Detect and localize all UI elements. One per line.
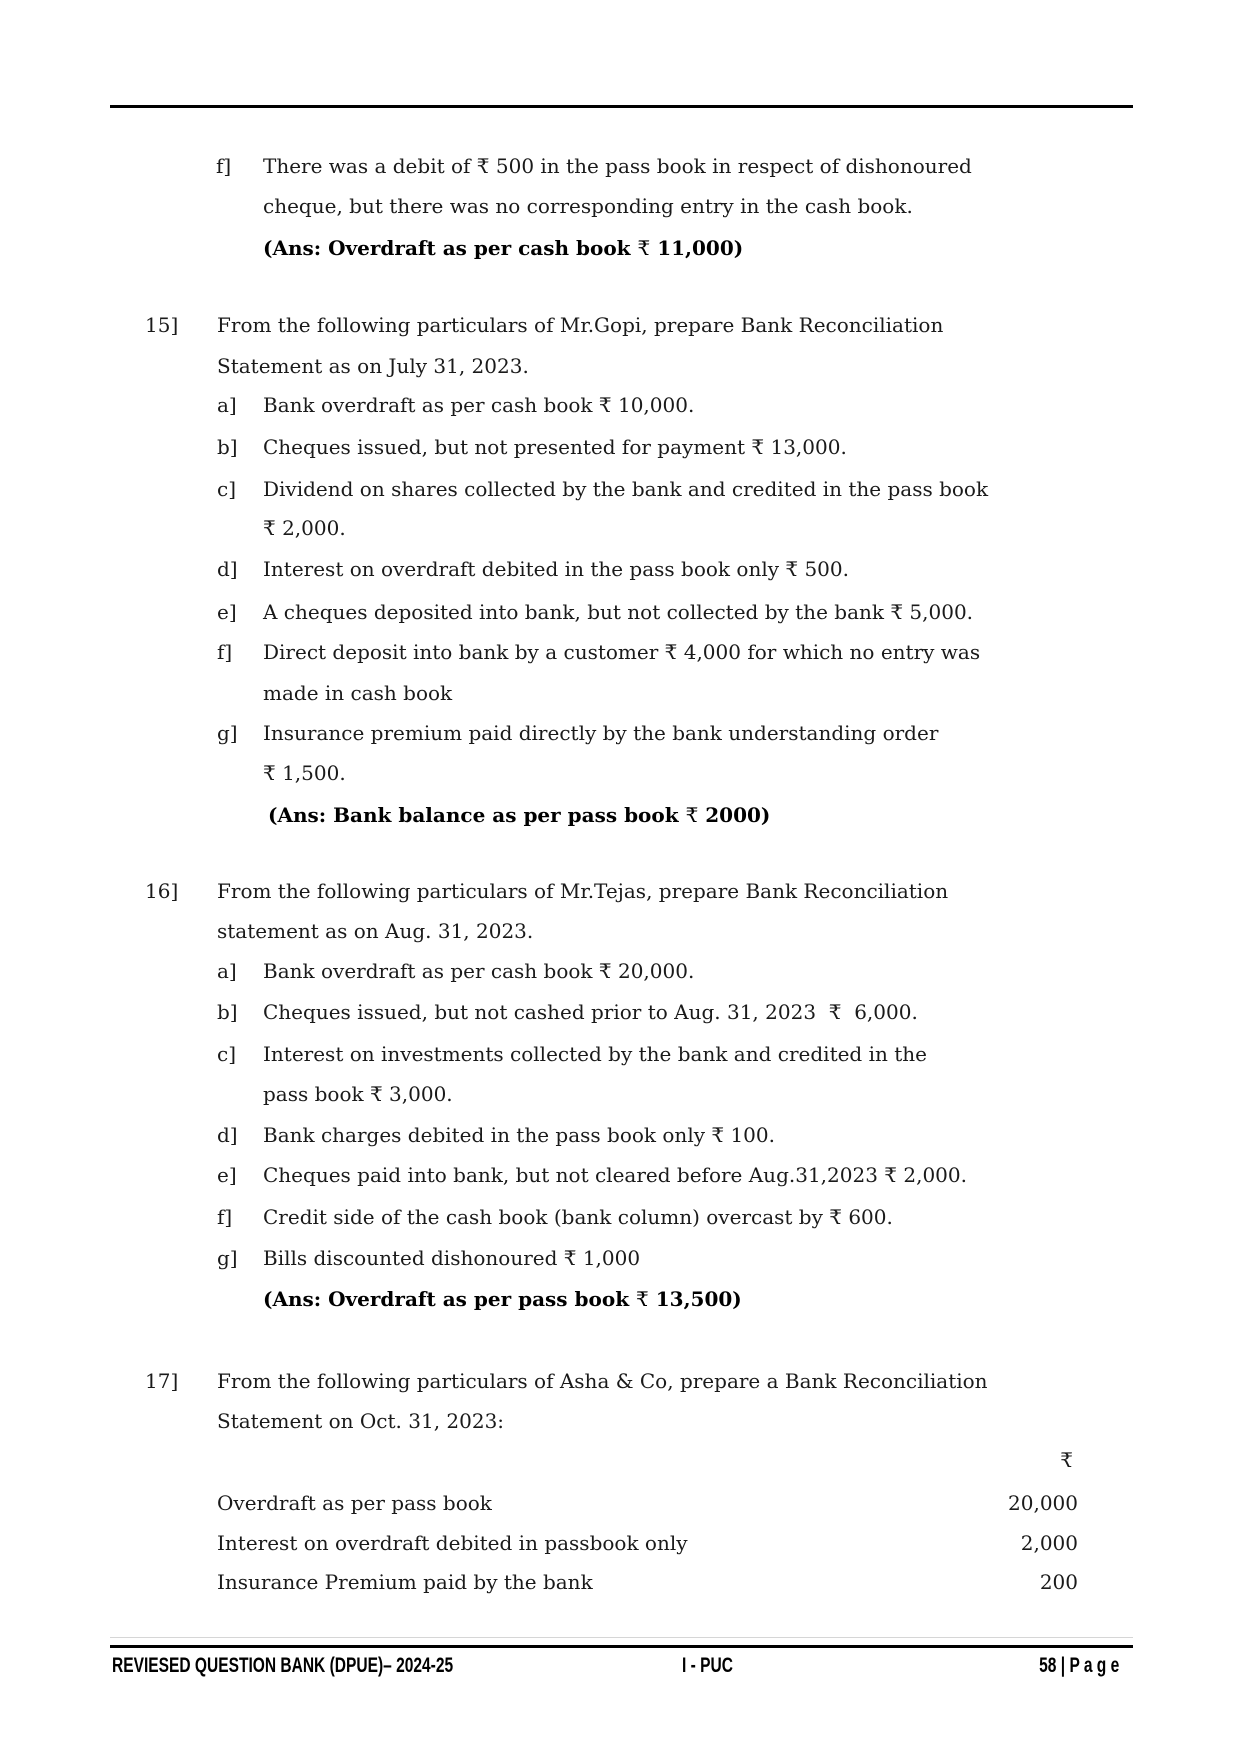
question-number: 16] [145, 879, 179, 903]
item-label: e] [217, 1163, 237, 1187]
page-number [1039, 1654, 1119, 1678]
item-text: Cheques paid into bank, but not cleared before Aug.31,2023 ₹ 2,000. [263, 1163, 967, 1187]
table-row-particular: Insurance Premium paid by the bank [217, 1570, 593, 1594]
item-label: d] [217, 1123, 238, 1147]
answer-text: (Ans: Bank balance as per pass book [268, 803, 686, 827]
item-text: Interest on investments collected by the bank and credited in the [263, 1042, 927, 1066]
answer-line [263, 236, 743, 260]
item-text: Direct deposit into bank by a customer ₹ 4,000 for which no entry was [263, 640, 981, 664]
rupee-icon: ₹ [636, 1287, 649, 1311]
item-label: b] [217, 1000, 238, 1024]
footer-title: REVIESED QUESTION BANK (DPUE)– 2024-25 [112, 1654, 454, 1677]
item-label: e] [217, 600, 237, 624]
table-row-particular: Interest on overdraft debited in passbook only [217, 1531, 688, 1555]
currency-column-header: ₹ [1060, 1448, 1073, 1472]
question-number: 17] [145, 1369, 179, 1393]
answer-text: (Ans: Overdraft as per pass book [263, 1287, 637, 1311]
item-text: Interest on overdraft debited in the pass book only ₹ 500. [263, 557, 849, 581]
answer-amount: 2000) [705, 803, 771, 827]
item-text: Bank overdraft as per cash book ₹ 20,000. [263, 959, 695, 983]
question-stem: From the following particulars of Mr.Tejas, prepare Bank Reconciliation [217, 879, 949, 903]
question-stem-continued: statement as on Aug. 31, 2023. [217, 919, 534, 943]
item-text-continued: ₹ 2,000. [263, 516, 346, 540]
item-text: Dividend on shares collected by the bank and credited in the pass book [263, 477, 989, 501]
item-label: f] [217, 640, 233, 664]
item-text: Cheques issued, but not cashed prior to Aug. 31, 2023 ₹ 6,000. [263, 1000, 918, 1024]
table-row-amount: 2,000 [1020, 1531, 1078, 1555]
item-label: c] [217, 1042, 237, 1066]
page-separator: | [1060, 1654, 1065, 1677]
question-stem: From the following particulars of Asha & Co, prepare a Bank Reconciliation [217, 1369, 988, 1393]
table-row-amount: 200 [1039, 1570, 1078, 1594]
item-text: A cheques deposited into bank, but not collected by the bank ₹ 5,000. [263, 600, 974, 624]
item-label: f] [217, 1205, 233, 1229]
item-text: Bank charges debited in the pass book only ₹ 100. [263, 1123, 775, 1147]
item-text-continued: pass book ₹ 3,000. [263, 1082, 453, 1106]
item-text: Bank overdraft as per cash book ₹ 10,000. [263, 393, 695, 417]
item-text-continued: cheque, but there was no corresponding entry in the cash book. [263, 194, 913, 218]
table-row-particular: Overdraft as per pass book [217, 1491, 492, 1515]
rupee-icon: ₹ [685, 803, 699, 827]
question-stem-continued: Statement on Oct. 31, 2023: [217, 1409, 505, 1433]
answer-text: (Ans: Overdraft as per cash book [263, 236, 638, 260]
table-row-amount: 20,000 [1008, 1491, 1078, 1515]
item-text: There was a debit of ₹ 500 in the pass book in respect of dishonoured [263, 154, 972, 178]
footer-rule [110, 1645, 1133, 1648]
page-word: P a g e [1069, 1654, 1119, 1677]
item-text: Credit side of the cash book (bank column) overcast by ₹ 600. [263, 1205, 893, 1229]
item-text: Cheques issued, but not presented for payment ₹ 13,000. [263, 435, 847, 459]
item-text: Bills discounted dishonoured ₹ 1,000 [263, 1246, 641, 1270]
footer-class: I - PUC [682, 1654, 733, 1677]
item-text: Insurance premium paid directly by the bank understanding order [263, 721, 939, 745]
page-number-value: 58 [1038, 1654, 1057, 1677]
item-label: g] [217, 1246, 238, 1270]
answer-line [263, 1287, 742, 1311]
item-text-continued: ₹ 1,500. [263, 761, 346, 785]
answer-amount: 13,500) [655, 1287, 742, 1311]
item-label: a] [217, 393, 237, 417]
footer-thin-rule [110, 1637, 1133, 1638]
item-text-continued: made in cash book [263, 681, 453, 705]
question-stem: From the following particulars of Mr.Gopi, prepare Bank Reconciliation [217, 313, 944, 337]
question-stem-continued: Statement as on July 31, 2023. [217, 354, 529, 378]
answer-line [268, 803, 770, 827]
rupee-icon: ₹ [637, 236, 651, 260]
question-number: 15] [145, 313, 179, 337]
header-rule [110, 105, 1133, 108]
item-label: b] [217, 435, 238, 459]
item-label: c] [217, 477, 237, 501]
item-label: g] [217, 721, 238, 745]
item-label: a] [217, 959, 237, 983]
item-label: f] [216, 154, 232, 178]
item-label: d] [217, 557, 238, 581]
answer-amount: 11,000) [657, 236, 744, 260]
